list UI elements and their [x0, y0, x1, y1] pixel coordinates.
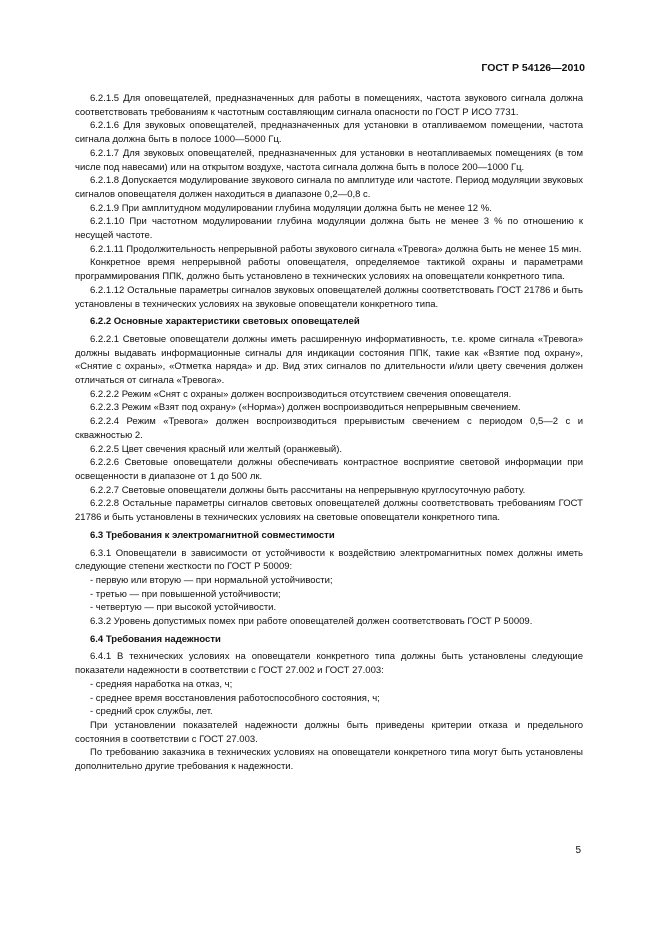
paragraph: 6.2.2.3 Режим «Взят под охрану» («Норма») должен воспроизводиться непрерывным свечением. — [90, 402, 521, 414]
section-heading: 6.3 Требования к электромагнитной совместимости — [90, 529, 335, 541]
paragraph: 6.2.1.11 Продолжительность непрерывной работы звукового сигнала «Тревога» должна быть не менее 15 мин. — [90, 243, 582, 255]
paragraph: 6.2.2.8 Остальные параметры сигналов световых оповещателей должны соответствовать требованиям ГОСТ 21786 и быть установлены в технических условиях на световые оповещатели конкретного типа. — [75, 498, 583, 524]
paragraph: 6.2.1.12 Остальные параметры сигналов звуковых оповещателей должны соответствовать ГОСТ 21786 и быть установлены в технических условиях на звуковые оповещатели конкретного типа. — [75, 284, 583, 310]
paragraph: 6.2.2.5 Цвет свечения красный или желтый (оранжевый). — [90, 443, 343, 455]
list-item: - средний срок службы, лет. — [90, 706, 213, 718]
paragraph: 6.2.2.7 Световые оповещатели должны быть рассчитаны на непрерывную круглосуточную работу. — [90, 484, 526, 496]
paragraph: 6.3.1 Оповещатели в зависимости от устойчивости к воздействию электромагнитных помех должны иметь следующие степени жесткости по ГОСТ Р 50009: — [75, 547, 583, 573]
paragraph: 6.3.2 Уровень допустимых помех при работе оповещателей должен соответствовать ГОСТ Р 50009. — [90, 616, 533, 628]
paragraph: 6.2.1.6 Для звуковых оповещателей, предназначенных для установки в отапливаемом помещении, частота сигнала должна быть в полосе 1000—5000 Гц. — [75, 120, 583, 146]
list-item: - четвертую — при высокой устойчивости. — [90, 602, 277, 614]
paragraph: 6.4.1 В технических условиях на оповещатели конкретного типа должны быть установлены следующие показатели надежности в соответствии с ГОСТ 27.002 и ГОСТ 27.003: — [75, 651, 583, 677]
paragraph: По требованию заказчика в технических условиях на оповещатели конкретного типа могут быть установлены дополнительно другие требования к надежности. — [75, 747, 583, 773]
list-item: - среднее время восстановления работоспособного состояния, ч; — [90, 692, 380, 704]
paragraph: 6.2.1.5 Для оповещателей, предназначенных для работы в помещениях, частота звукового сигнала должна соответствовать требованиям к частотным составляющим сигнала опасности по ГОСТ Р ИСО 7731. — [75, 93, 583, 118]
list-item: - первую или вторую — при нормальной устойчивости; — [90, 574, 333, 586]
section-heading: 6.4 Требования надежности — [90, 633, 221, 645]
list-item: - третью — при повышенной устойчивости; — [90, 588, 281, 600]
page-number: 5 — [575, 845, 581, 856]
document-code-header: ГОСТ Р 54126—2010 — [481, 62, 585, 74]
section-heading: 6.2.2 Основные характеристики световых оповещателей — [90, 316, 360, 328]
paragraph: 6.2.1.7 Для звуковых оповещателей, предназначенных для установки в неотапливаемых помещениях (в том числе под навесами) или на открытом воздухе, частота сигнала должна быть в полосе 200—1000 Гц. — [75, 147, 583, 173]
paragraph: 6.2.2.1 Световые оповещатели должны иметь расширенную информативность, т.е. кроме сигнала «Тревога» должны выдавать информационные сигналы для индикации состояния ППК, такие как «Взятие под охрану», «Снятие с охраны», «Отметка наряда» и др. Вид этих сигналов по длительности и/или цвету свечения должен отличаться от сигнала «Тревога». — [75, 333, 583, 387]
paragraph: 6.2.2.4 Режим «Тревога» должен воспроизводиться прерывистым свечением с периодом 0,5—2 с и скважностью 2. — [75, 416, 583, 441]
paragraph: При установлении показателей надежности должны быть приведены критерии отказа и предельного состояния в соответствии с ГОСТ 27.003. — [75, 719, 583, 745]
paragraph: 6.2.1.9 При амплитудном модулировании глубина модуляции должна быть не менее 12 %. — [90, 202, 492, 214]
paragraph: 6.2.1.10 При частотном модулировании глубина модуляции должна быть не менее 3 % по отношению к несущей частоте. — [75, 216, 583, 242]
paragraph: 6.2.2.2 Режим «Снят с охраны» должен воспроизводиться отсутствием свечения оповещателя. — [90, 388, 512, 400]
paragraph: Конкретное время непрерывной работы оповещателя, определяемое тактикой охраны и параметрами программирования ППК, должно быть установлено в технических условиях на оповещатели конкретного типа. — [75, 257, 583, 283]
list-item: - средняя наработка на отказ, ч; — [90, 678, 233, 690]
paragraph: 6.2.1.8 Допускается модулирование звукового сигнала по амплитуде или частоте. Период модуляции звуковых сигналов оповещателя должен находиться в диапазоне 0,2—0,8 с. — [75, 175, 583, 200]
document-body — [75, 92, 583, 774]
paragraph: 6.2.2.6 Световые оповещатели должны обеспечивать контрастное восприятие световой информации при освещенности в диапазоне от 1 до 500 лк. — [75, 457, 583, 482]
